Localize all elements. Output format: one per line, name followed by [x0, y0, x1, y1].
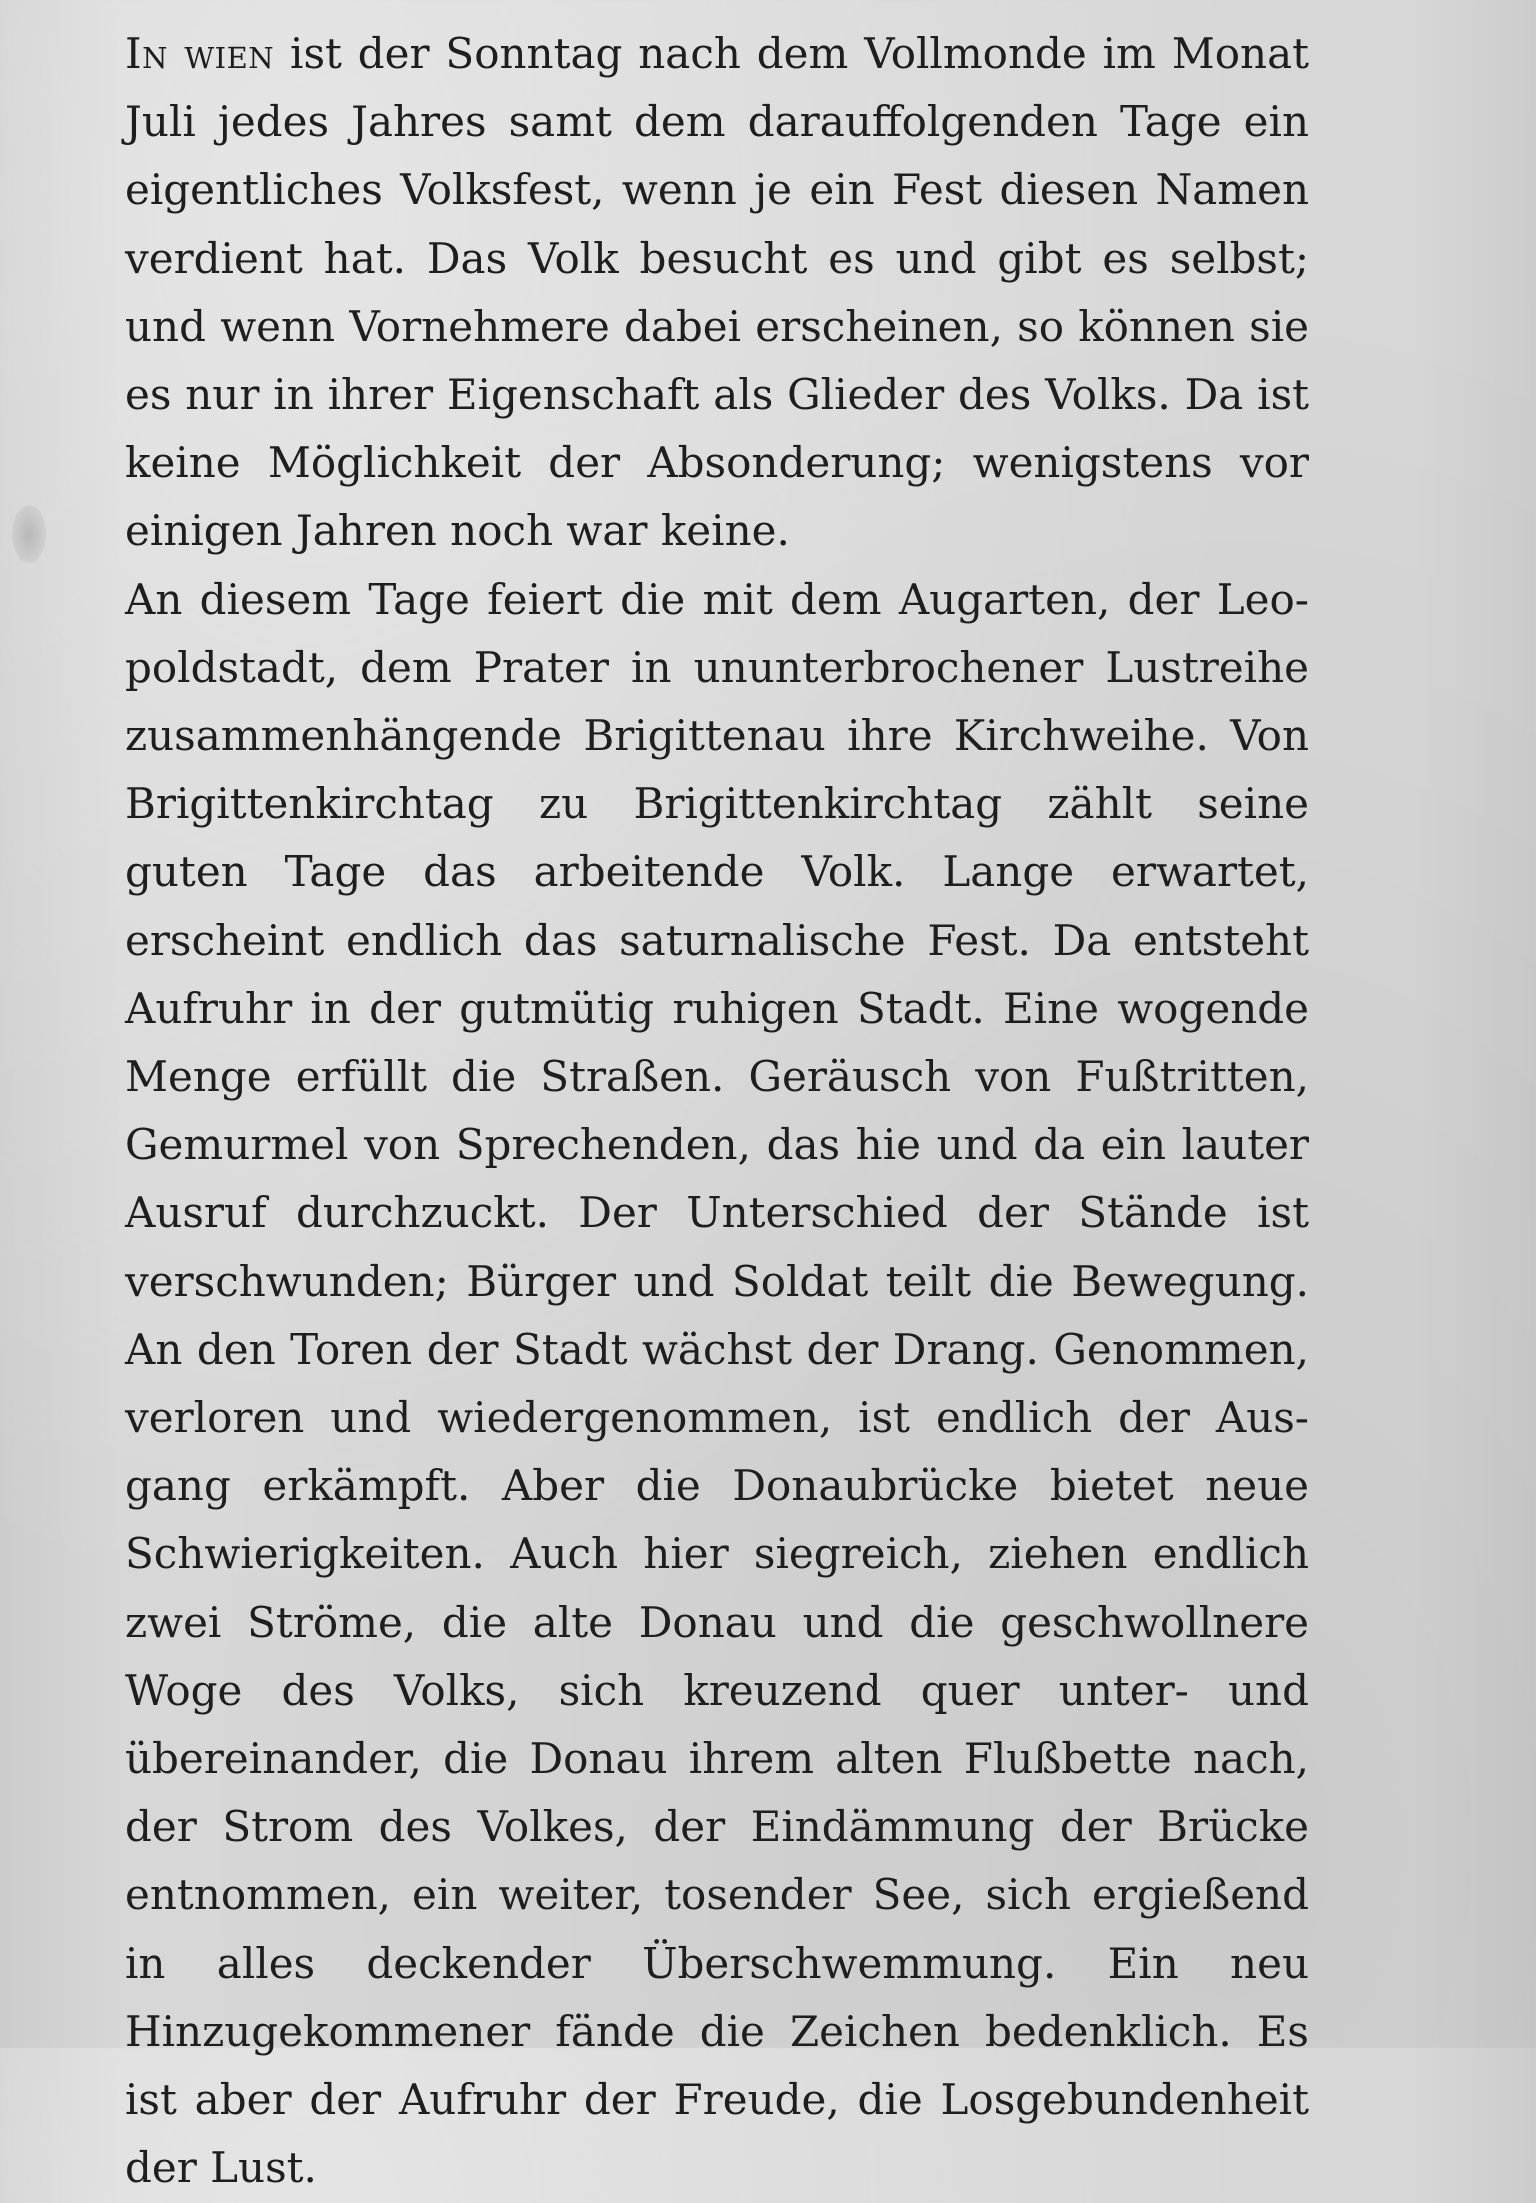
paragraph-1: [125, 20, 1309, 566]
paper-stain: [12, 505, 46, 563]
text-column: [125, 20, 1309, 2203]
paragraph-1-text: ist der Sonntag nach dem Vollmonde im Monat Juli jedes Jahres samt dem darauffolgenden Tage ein eigentliches Volksfest, wenn je ein Fest diesen Namen verdient hat. Das Volk besucht es und gibt es selbst; und wenn Vornehmere dabei erscheinen, so können sie es nur in ihrer Eigenschaft als Glieder des Volks. Da ist keine Möglichkeit der Absonderung; wenigstens vor einigen Jahren noch war keine.: [125, 29, 1309, 556]
opening-words: In wien: [125, 29, 275, 78]
paragraph-2: An diesem Tage feiert die mit dem Augarten, der Leopoldstadt, dem Prater in ununterbrochener Lustreihe zusammenhängende Brigittenau ihre Kirchweihe. Von Brigittenkirchtag zu Brigittenkirchtag zählt seine guten Tage das arbeitende Volk. Lange erwartet, erscheint endlich das saturnalische Fest. Da entsteht Aufruhr in der gutmütig ruhigen Stadt. Eine wogende Menge erfüllt die Straßen. Geräusch von Fußtritten, Gemurmel von Sprechenden, das hie und da ein lauter Ausruf durchzuckt. Der Unterschied der Stände ist verschwunden; Bürger und Soldat teilt die Bewegung. An den Toren der Stadt wächst der Drang. Genommen, verloren und wiedergenommen, ist endlich der Ausgang erkämpft. Aber die Donaubrücke bietet neue Schwierigkeiten. Auch hier siegreich, ziehen endlich zwei Ströme, die alte Donau und die geschwollnere Woge des Volks, sich kreuzend quer unter- und übereinander, die Donau ihrem alten Flußbette nach, der Strom des Volkes, der Eindämmung der Brücke entnommen, ein weiter, tosender See, sich ergießend in alles deckender Überschwemmung. Ein neu Hinzugekommener fände die Zeichen bedenklich. Es ist aber der Aufruhr der Freude, die Losgebundenheit der Lust.: [125, 574, 1309, 2193]
book-page: [125, 20, 1309, 2193]
